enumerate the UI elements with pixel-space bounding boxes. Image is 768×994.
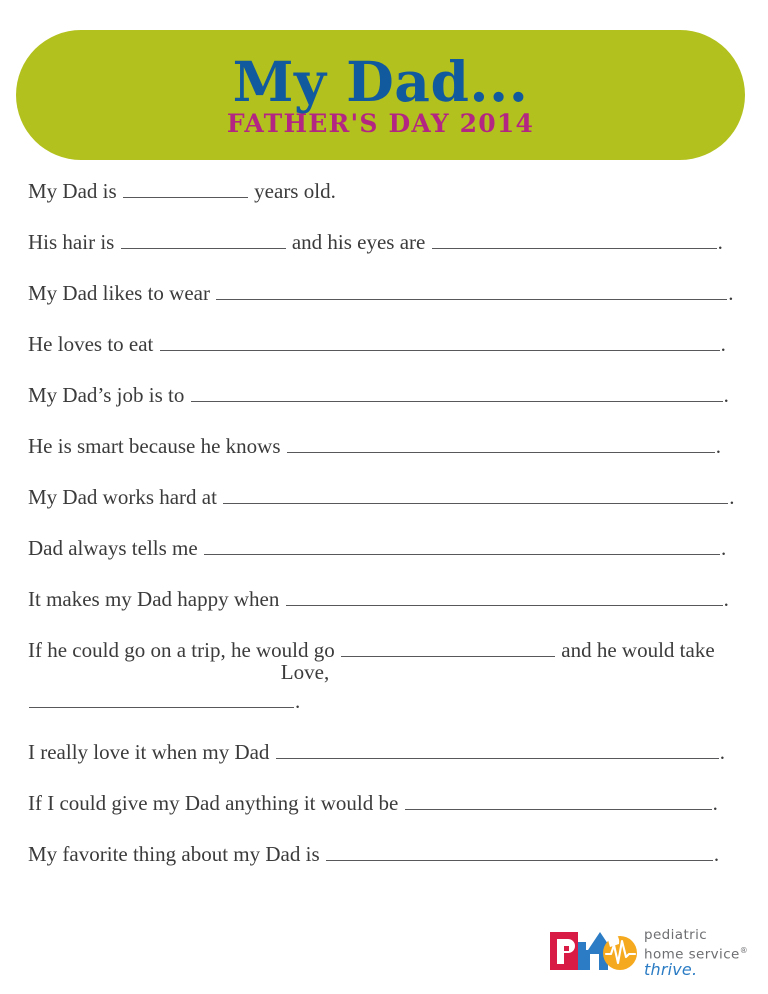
answer-blank-favorite-thing[interactable] (326, 842, 713, 861)
answer-blank-always-tells-me[interactable] (204, 536, 720, 555)
prompt-text: It makes my Dad happy when (28, 587, 285, 611)
answer-blank-hair-eyes[interactable] (121, 230, 286, 249)
prompt-row-hair-eyes (28, 227, 740, 278)
prompt-text: . (720, 536, 727, 560)
answer-blank-really-love-when[interactable] (276, 740, 719, 759)
phs-logo (548, 920, 748, 986)
prompt-text: years old. (248, 179, 336, 203)
prompt-text: He loves to eat (28, 332, 159, 356)
closing-line: Love, (280, 660, 330, 684)
page-title: My Dad... (232, 49, 529, 114)
prompt-text: My Dad likes to wear (28, 281, 216, 305)
prompt-row-likes-to-wear (28, 278, 740, 329)
prompt-text: . (715, 434, 722, 458)
prompt-text: . (723, 587, 729, 611)
answer-blank-job[interactable] (191, 383, 723, 402)
prompt-text: Dad always tells me (28, 536, 203, 560)
prompt-text: . (712, 791, 718, 815)
prompt-text: and he would take (556, 638, 715, 662)
prompt-text: He is smart because he knows (28, 434, 286, 458)
answer-blank-hair-eyes[interactable] (432, 230, 717, 249)
prompt-text: . (728, 281, 734, 305)
answer-blank-age[interactable] (123, 179, 248, 198)
worksheet-prompts (28, 176, 740, 890)
phs-logo-wordmark (644, 928, 748, 963)
prompt-text: . (295, 689, 301, 713)
prompt-row-favorite-thing (28, 839, 740, 890)
prompt-row-works-hard-at (28, 482, 740, 533)
prompt-text: My Dad is (28, 179, 122, 203)
prompt-text: His hair is (28, 230, 120, 254)
phs-logo-mark-svg (548, 920, 640, 972)
prompt-text: My favorite thing about my Dad is (28, 842, 325, 866)
header-banner (16, 30, 745, 160)
prompt-text: . (729, 485, 735, 509)
logo-letter-s-heartbeat-icon (603, 935, 637, 970)
prompt-row-really-love-when (28, 737, 740, 788)
logo-name-line-2: home service (644, 946, 740, 963)
prompt-text: If he could go on a trip, he would go (28, 638, 341, 662)
prompt-row-job (28, 380, 740, 431)
answer-blank-trip-line-1[interactable] (341, 638, 555, 657)
answer-blank-likes-to-wear[interactable] (216, 281, 727, 300)
prompt-text: My Dad’s job is to (28, 383, 190, 407)
prompt-text: . (717, 230, 723, 254)
page-subtitle: FATHER'S DAY 2014 (226, 109, 535, 138)
prompt-text: . (723, 383, 729, 407)
answer-blank-give-anything[interactable] (405, 791, 712, 810)
prompt-row-loves-to-eat (28, 329, 740, 380)
logo-name-line-1: pediatric (644, 927, 708, 943)
answer-blank-loves-to-eat[interactable] (160, 332, 720, 351)
registered-trademark-icon: ® (739, 946, 749, 955)
answer-blank-happy-when[interactable] (286, 587, 723, 606)
prompt-text: My Dad works hard at (28, 485, 223, 509)
prompt-text: and his eyes are (286, 230, 431, 254)
prompt-row-smart-because (28, 431, 740, 482)
answer-blank-works-hard-at[interactable] (223, 485, 728, 504)
prompt-row-always-tells-me (28, 533, 740, 584)
logo-tagline: thrive. (644, 960, 698, 979)
logo-letter-p-icon (550, 932, 578, 970)
answer-blank-smart-because[interactable] (287, 434, 715, 453)
prompt-row-give-anything (28, 788, 740, 839)
prompt-row-happy-when (28, 584, 740, 635)
prompt-text: . (719, 740, 725, 764)
prompt-text: I really love it when my Dad (28, 740, 275, 764)
prompt-text: . (720, 332, 726, 356)
prompt-text: If I could give my Dad anything it would be (28, 791, 404, 815)
prompt-row-age (28, 176, 740, 227)
answer-blank-trip-line-2[interactable] (29, 689, 294, 708)
prompt-row-trip-line-2 (28, 686, 740, 737)
prompt-text: . (713, 842, 720, 866)
phs-logo-mark (548, 920, 640, 972)
